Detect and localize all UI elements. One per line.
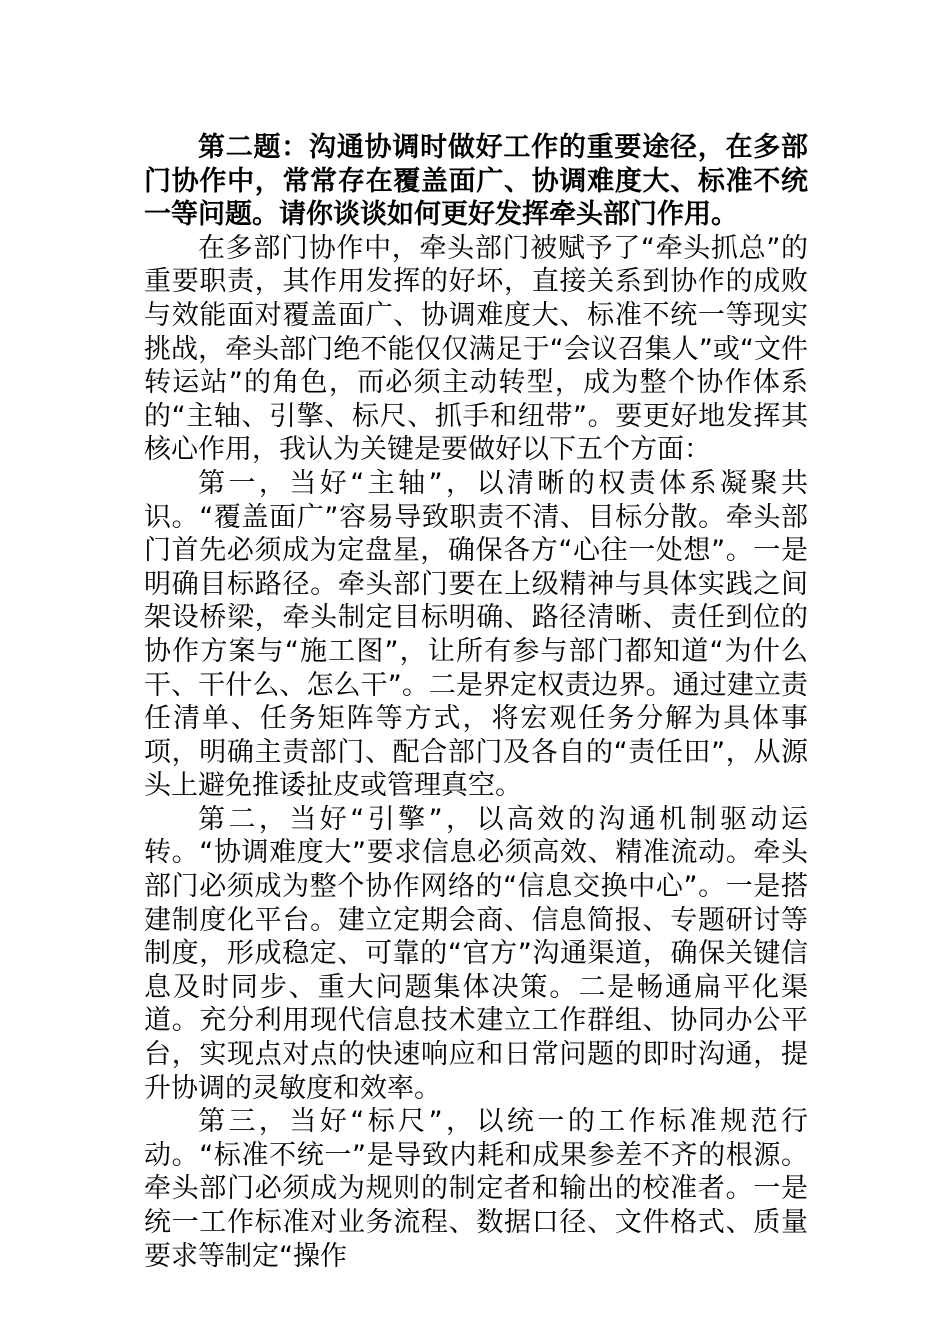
point-two-paragraph: 第二，当好“引擎”，以高效的沟通机制驱动运转。“协调难度大”要求信息必须高效、精准流动。牵头部门必须成为整个协作网络的“信息交换中心”。一是搭建制度化平台。建立定期会商、信息简报、专题研讨等制度，形成稳定、可靠的“官方”沟通渠道，确保关键信息及时同步、重大问题集体决策。二是畅通扁平化渠道。充分利用现代信息技术建立工作群组、协同办公平台，实现点对点的快速响应和日常问题的即时沟通，提升协调的灵敏度和效率。: [144, 803, 808, 1104]
question-paragraph: 第二题：沟通协调时做好工作的重要途径，在多部门协作中，常常存在覆盖面广、协调难度大、标准不统一等问题。请你谈谈如何更好发挥牵头部门作用。: [144, 132, 808, 231]
intro-paragraph: 在多部门协作中，牵头部门被赋予了“牵头抓总”的重要职责，其作用发挥的好坏，直接关系到协作的成败与效能面对覆盖面广、协调难度大、标准不统一等现实挑战，牵头部门绝不能仅仅满足于“会议召集人”或“文件转运站”的角色，而必须主动转型，成为整个协作体系的“主轴、引擎、标尺、抓手和纽带”。要更好地发挥其核心作用，我认为关键是要做好以下五个方面：: [144, 232, 808, 466]
point-three-paragraph: 第三，当好“标尺”，以统一的工作标准规范行动。“标准不统一”是导致内耗和成果参差不齐的根源。牵头部门必须成为规则的制定者和输出的校准者。一是统一工作标准对业务流程、数据口径、文件格式、质量要求等制定“操作: [144, 1106, 808, 1272]
point-one-paragraph: 第一，当好“主轴”，以清晰的权责体系凝聚共识。“覆盖面广”容易导致职责不清、目标分散。牵头部门首先必须成为定盘星，确保各方“心往一处想”。一是明确目标路径。牵头部门要在上级精神与具体实践之间架设桥梁，牵头制定目标明确、路径清晰、责任到位的协作方案与“施工图”，让所有参与部门都知道“为什么干、干什么、怎么干”。二是界定权责边界。通过建立责任清单、任务矩阵等方式，将宏观任务分解为具体事项，明确主责部门、配合部门及各自的“责任田”，从源头上避免推诿扯皮或管理真空。: [144, 467, 808, 802]
document-body: [144, 131, 808, 1273]
